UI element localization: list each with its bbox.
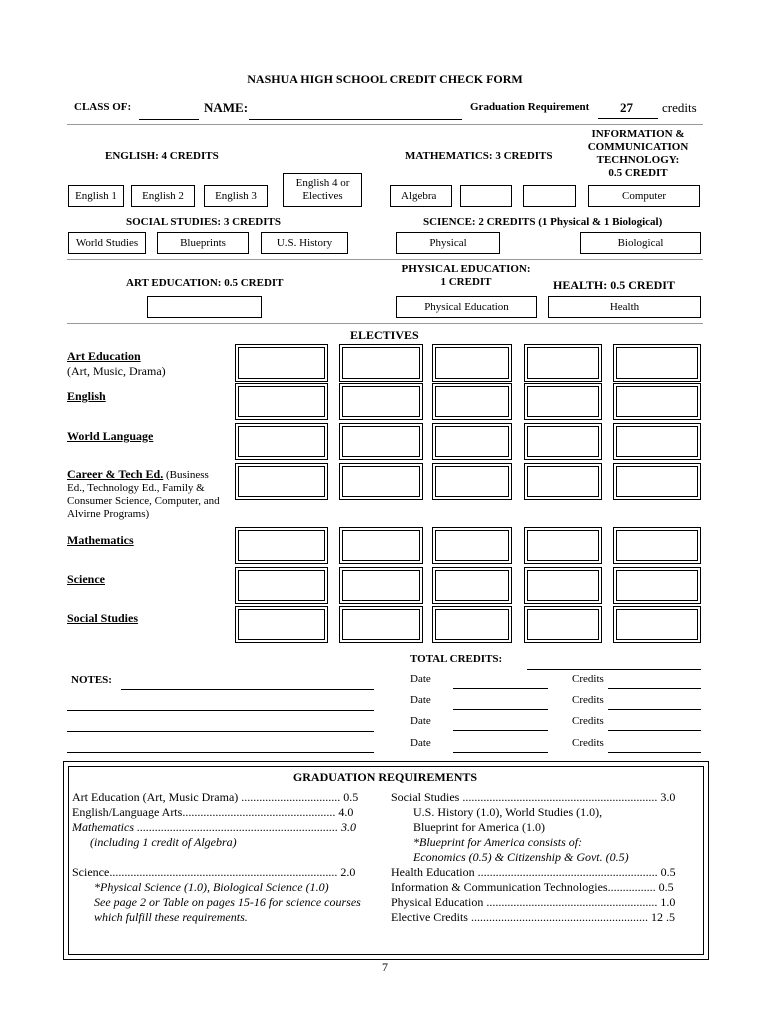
credits-label: credits (662, 100, 697, 115)
elective-career-tech: Career & Tech Ed. (Business Ed., Technology Ed., Family & Consumer Science, Computer, and Alvirne Programs) (67, 467, 220, 520)
notes-line[interactable] (67, 731, 374, 732)
grad-req-value: 27 (620, 100, 633, 115)
art-box[interactable] (147, 296, 262, 318)
elective-grid-cell[interactable] (524, 463, 602, 500)
pe-box[interactable]: Physical Education (396, 296, 537, 318)
credits-label: Credits (572, 694, 604, 706)
elective-grid-cell[interactable] (235, 606, 328, 643)
grad-requirements-right: Social Studies ................................................................. 3.0 U.S. History (1.0), World Studies (1.0), Blueprint for America (1.0) *Blueprint for America consists of: Economics (0.5) & Citizenship & Govt. (0.5) Health Education ............................................................ 0.5 Information & Communication Technologies................ 0.5 Physical Education ......................................................... 1.0 Elective Credits ........................................................... 12 .5 (391, 790, 676, 924)
elective-grid-cell[interactable] (339, 383, 423, 420)
credits-field[interactable] (608, 752, 701, 753)
elective-art: Art Education (Art, Music, Drama) (67, 349, 166, 378)
notes-label: NOTES: (71, 674, 112, 686)
date-label: Date (410, 737, 431, 749)
elective-grid-cell[interactable] (339, 423, 423, 460)
english-1-box[interactable]: English 1 (68, 185, 124, 207)
notes-line[interactable] (67, 752, 374, 753)
credits-field[interactable] (608, 688, 701, 689)
page-number: 7 (382, 960, 388, 974)
electives-heading: ELECTIVES (350, 328, 419, 342)
math-box-2[interactable] (460, 185, 512, 207)
english-3-box[interactable]: English 3 (204, 185, 268, 207)
elective-grid-cell[interactable] (432, 606, 512, 643)
elective-grid-cell[interactable] (235, 463, 328, 500)
elective-grid-cell[interactable] (432, 463, 512, 500)
elective-grid-cell[interactable] (613, 567, 701, 604)
ict-heading: INFORMATION & COMMUNICATION TECHNOLOGY: 0.5 CREDIT (587, 128, 689, 179)
elective-grid-cell[interactable] (339, 567, 423, 604)
elective-grid-cell[interactable] (235, 527, 328, 564)
elective-grid-cell[interactable] (613, 527, 701, 564)
divider (67, 323, 703, 324)
elective-grid-cell[interactable] (524, 344, 602, 382)
date-label: Date (410, 694, 431, 706)
world-studies-box[interactable]: World Studies (68, 232, 146, 254)
date-field[interactable] (453, 688, 548, 689)
credits-label: Credits (572, 715, 604, 727)
english-heading: ENGLISH: 4 CREDITS (105, 150, 219, 162)
physical-science-box[interactable]: Physical (396, 232, 500, 254)
computer-box[interactable]: Computer (588, 185, 700, 207)
elective-grid-cell[interactable] (524, 383, 602, 420)
elective-grid-cell[interactable] (235, 567, 328, 604)
credits-field[interactable] (608, 730, 701, 731)
social-heading: SOCIAL STUDIES: 3 CREDITS (126, 216, 281, 228)
elective-english: English (67, 389, 106, 403)
elective-grid-cell[interactable] (432, 567, 512, 604)
notes-line[interactable] (67, 710, 374, 711)
elective-grid-cell[interactable] (613, 383, 701, 420)
divider (67, 124, 703, 125)
elective-grid-cell[interactable] (339, 463, 423, 500)
date-label: Date (410, 715, 431, 727)
date-label: Date (410, 673, 431, 685)
date-field[interactable] (453, 752, 548, 753)
date-field[interactable] (453, 730, 548, 731)
class-of-field[interactable] (139, 119, 199, 120)
elective-grid-cell[interactable] (524, 567, 602, 604)
page-title: NASHUA HIGH SCHOOL CREDIT CHECK FORM (247, 72, 523, 86)
grad-requirements-heading: GRADUATION REQUIREMENTS (292, 770, 478, 784)
pe-heading: PHYSICAL EDUCATION: 1 CREDIT (401, 263, 531, 288)
grad-req-label: Graduation Requirement (470, 101, 590, 113)
total-credits-label: TOTAL CREDITS: (410, 653, 503, 665)
english-2-box[interactable]: English 2 (131, 185, 195, 207)
art-heading: ART EDUCATION: 0.5 CREDIT (126, 277, 284, 289)
blueprints-box[interactable]: Blueprints (157, 232, 249, 254)
elective-mathematics: Mathematics (67, 533, 134, 547)
credits-label: Credits (572, 737, 604, 749)
divider (67, 259, 703, 260)
elective-grid-cell[interactable] (613, 344, 701, 382)
elective-grid-cell[interactable] (524, 527, 602, 564)
class-of-label: CLASS OF: (74, 101, 132, 113)
grad-requirements-left: Art Education (Art, Music Drama) ................................. 0.5 English/Language Arts................................................... 4.0 Mathematics ................................................................... 3.0 (including 1 credit of Algebra) Science............................................................................ 2.0 *Physical Science (1.0), Biological Science (1.0) See page 2 or Table on pages 15-16 for science courses which fulfill these requirements. (72, 790, 361, 924)
us-history-box[interactable]: U.S. History (261, 232, 348, 254)
credits-label: Credits (572, 673, 604, 685)
math-heading: MATHEMATICS: 3 CREDITS (405, 150, 553, 162)
elective-grid-cell[interactable] (613, 606, 701, 643)
elective-science: Science (67, 572, 105, 586)
elective-grid-cell[interactable] (524, 606, 602, 643)
elective-grid-cell[interactable] (613, 463, 701, 500)
credits-field[interactable] (608, 709, 701, 710)
math-box-3[interactable] (523, 185, 576, 207)
elective-social-studies: Social Studies (67, 611, 139, 625)
name-label: NAME: (204, 100, 249, 115)
total-credits-field[interactable] (527, 669, 701, 670)
elective-grid-cell[interactable] (432, 344, 512, 382)
health-heading: HEALTH: 0.5 CREDIT (553, 278, 675, 292)
name-field[interactable] (249, 119, 462, 120)
notes-line[interactable] (121, 689, 374, 690)
elective-grid-cell[interactable] (235, 423, 328, 460)
elective-grid-cell[interactable] (613, 423, 701, 460)
algebra-box[interactable]: Algebra (390, 185, 452, 207)
science-heading: SCIENCE: 2 CREDITS (1 Physical & 1 Biological) (423, 216, 663, 228)
elective-grid-cell[interactable] (432, 527, 512, 564)
elective-world-language: World Language (67, 429, 154, 443)
elective-grid-cell[interactable] (524, 423, 602, 460)
biological-science-box[interactable]: Biological (580, 232, 701, 254)
health-box[interactable]: Health (548, 296, 701, 318)
elective-grid-cell[interactable] (339, 527, 423, 564)
elective-grid-cell[interactable] (235, 383, 328, 420)
elective-grid-cell[interactable] (432, 423, 512, 460)
date-field[interactable] (453, 709, 548, 710)
elective-grid-cell[interactable] (339, 606, 423, 643)
elective-grid-cell[interactable] (235, 344, 328, 382)
elective-grid-cell[interactable] (339, 344, 423, 382)
grad-req-underline (598, 118, 658, 119)
elective-grid-cell[interactable] (432, 383, 512, 420)
english-4-box[interactable]: English 4 or Electives (283, 173, 362, 207)
